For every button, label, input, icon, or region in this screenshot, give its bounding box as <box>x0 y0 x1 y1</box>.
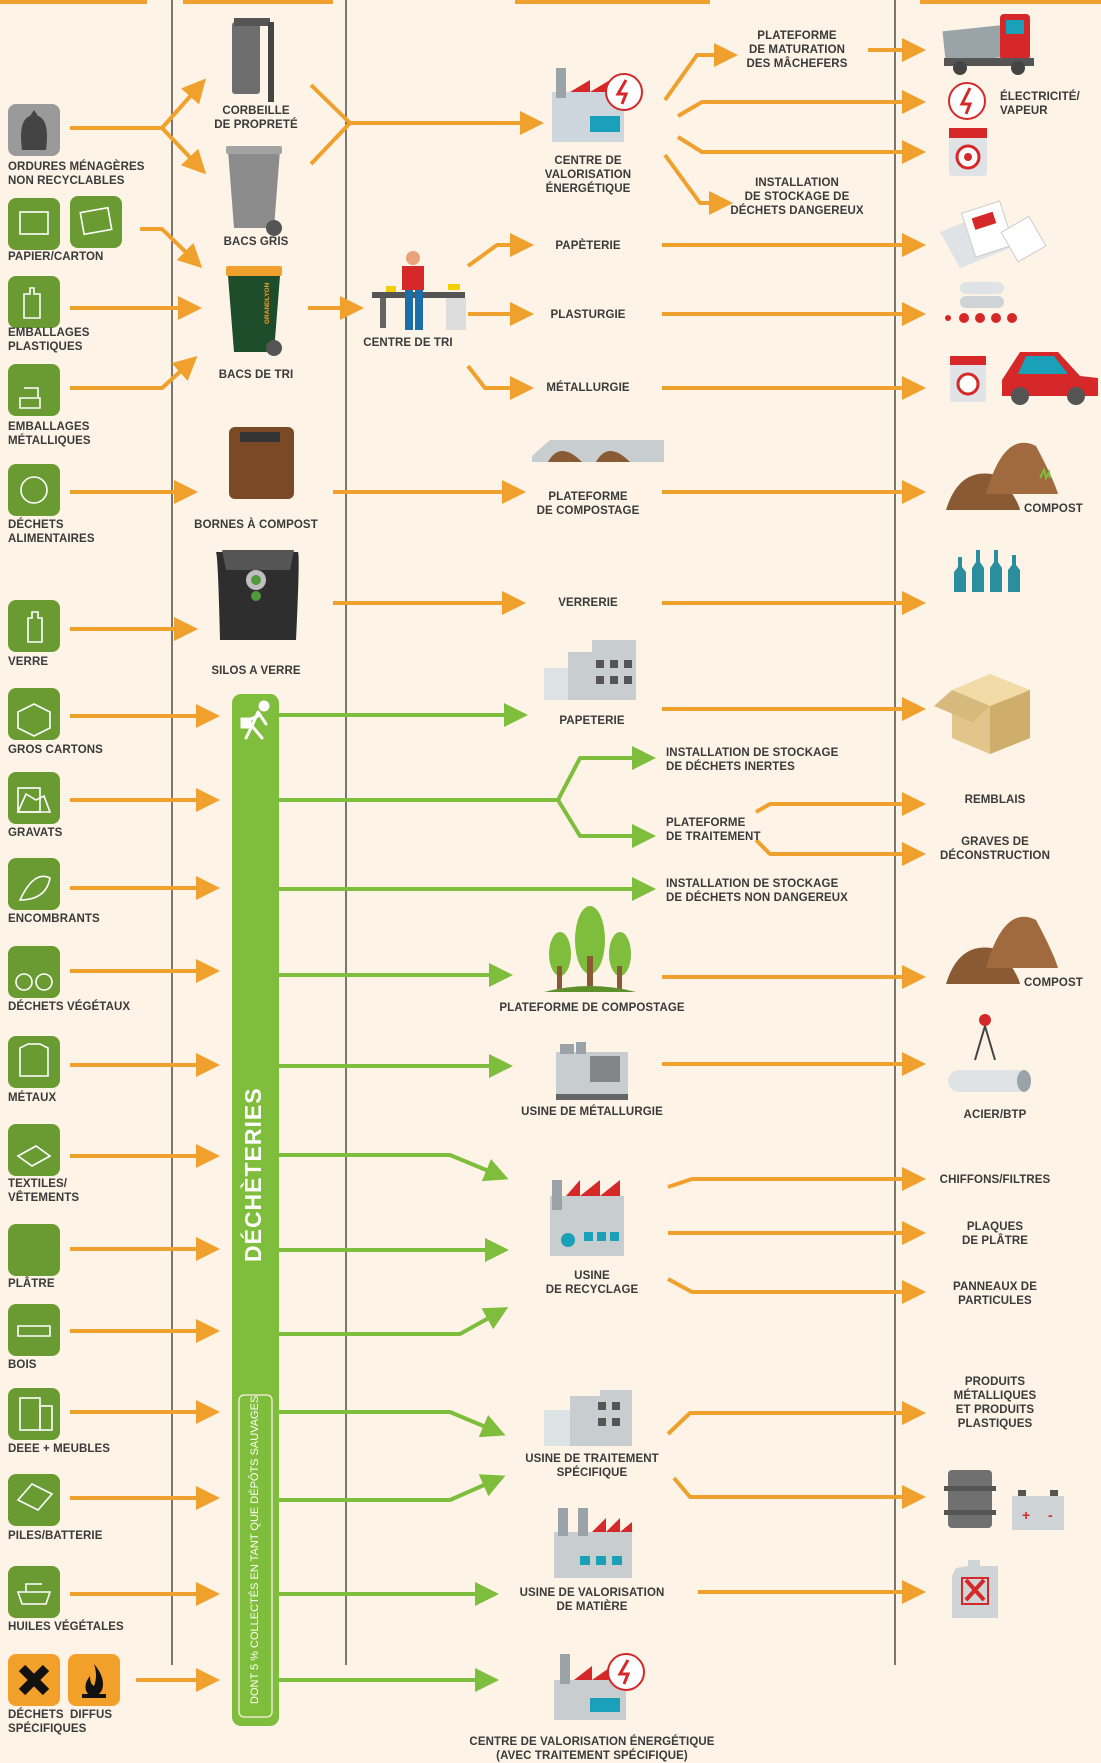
maturation-label: PLATEFORME DE MATURATION DES MÂCHEFERS <box>746 30 848 70</box>
flow-ordures-bacs-gris <box>162 128 202 170</box>
compostage-label: PLATEFORME DE COMPOSTAGE <box>536 491 640 517</box>
metallurgie-label: MÉTALLURGIE <box>546 382 630 394</box>
plateforme-traitement-label: PLATEFORME DE TRAITEMENT <box>666 817 761 843</box>
compostage2-label: PLATEFORME DE COMPOSTAGE <box>499 1002 685 1014</box>
source-label-vegetaux: DÉCHETS VÉGÉTAUX <box>8 1001 131 1013</box>
flow-ordures-corbeille <box>162 83 202 128</box>
usine-recyclage-icon <box>550 1180 624 1256</box>
source-label-ordures: ORDURES MÉNAGÈRES NON RECYCLABLES <box>8 161 145 187</box>
bac-gris-icon <box>226 146 282 236</box>
flow-valo-maturation <box>665 55 732 100</box>
flow-emb-metal <box>70 360 193 388</box>
source-label-deee: DEEE + MEUBLES <box>8 1443 111 1455</box>
source-label-emb-metal: EMBALLAGES MÉTALLIQUES <box>8 421 91 447</box>
flow-dech-specifique2 <box>279 1478 500 1500</box>
column-header-bars <box>0 0 1101 4</box>
column-separators <box>172 0 895 1665</box>
svg-text:+: + <box>1022 1507 1031 1523</box>
source-label-textiles: TEXTILES/ VÊTEMENTS <box>8 1178 80 1204</box>
source-label-emb-plastiques: EMBALLAGES PLASTIQUES <box>8 327 90 353</box>
decheteries-label: DÉCHÈTERIES <box>240 1087 266 1262</box>
corbeille-icon <box>232 18 274 102</box>
usine-metallurgie-icon <box>556 1042 628 1100</box>
compost-pile-2-icon <box>946 917 1058 984</box>
centre-valorisation-specifique-label: CENTRE DE VALORISATION ÉNERGÉTIQUE (AVEC TRAITEMENT SPÉCIFIQUE) <box>469 1736 715 1762</box>
produits-label: PRODUITS MÉTALLIQUES ET PRODUITS PLASTIQUES <box>953 1376 1037 1430</box>
flow-recyclage-chiffons <box>668 1179 920 1187</box>
remblais-label: REMBLAIS <box>964 794 1026 806</box>
trees-compostage-icon <box>544 906 636 992</box>
source-label-gravats: GRAVATS <box>8 827 63 839</box>
paper-products-icon <box>940 201 1046 268</box>
stockage-non-dangereux-label: INSTALLATION DE STOCKAGE DE DÉCHETS NON DANGEREUX <box>666 878 848 904</box>
electricite-label: ÉLECTRICITÉ/ VAPEUR <box>1000 91 1080 117</box>
plaques-label: PLAQUES DE PLÂTRE <box>961 1221 1029 1247</box>
depots-sauvages-label: DONT 5 % COLLECTÉS EN TANT QUE DÉPÔTS SAUVAGES <box>249 1395 261 1704</box>
source-label-platre: PLÂTRE <box>8 1278 55 1290</box>
usine-traitement-label: USINE DE TRAITEMENT SPÉCIFIQUE <box>525 1453 659 1479</box>
corbeille-label: CORBEILLE DE PROPRETÉ <box>214 105 298 131</box>
source-label-piles: PILES/BATTERIE <box>8 1530 103 1542</box>
centre-valorisation-specifique-icon <box>554 1654 644 1720</box>
flow-tri-metallurgie <box>468 366 528 388</box>
source-label-encombrants: ENCOMBRANTS <box>8 913 100 925</box>
compost2-label: COMPOST <box>1024 977 1083 989</box>
cardboard-box-icon <box>934 674 1030 754</box>
flow-valo-out3 <box>678 137 920 152</box>
usine-traitement-icon <box>544 1390 632 1446</box>
compost-label: COMPOST <box>1024 503 1083 515</box>
silos-verre-label: SILOS A VERRE <box>211 665 301 677</box>
electricity-icon <box>949 83 985 119</box>
flow-dech-inertes <box>558 758 650 800</box>
chiffons-label: CHIFFONS/FILTRES <box>939 1174 1051 1186</box>
stockage-dangereux-label: INSTALLATION DE STOCKAGE DE DÉCHETS DANGEREUX <box>730 177 864 217</box>
flow-valo-stockage <box>665 155 727 203</box>
centre-tri-icon <box>372 251 466 330</box>
bacs-gris-label: BACS GRIS <box>223 236 289 248</box>
source-label-gros-cartons: GROS CARTONS <box>8 744 103 756</box>
flow-papier <box>140 229 198 264</box>
bac-tri-icon <box>226 266 282 356</box>
flow-corbeille-merge <box>311 85 350 123</box>
flow-valo-electricite <box>678 102 920 116</box>
papeterie2-label: PAPETERIE <box>559 715 625 727</box>
compost-pile-icon <box>946 443 1058 510</box>
silo-verre-icon <box>216 550 299 640</box>
plastic-pellets-icon <box>945 282 1017 323</box>
truck-icon <box>942 14 1034 75</box>
papeterie-label: PAPÈTERIE <box>555 240 621 252</box>
acier-label: ACIER/BTP <box>963 1109 1027 1121</box>
bacs-tri-label: BACS DE TRI <box>218 369 294 381</box>
stockage-inertes-label: INSTALLATION DE STOCKAGE DE DÉCHETS INERTES <box>666 747 839 773</box>
svg-text:-: - <box>1048 1507 1053 1523</box>
panneaux-label: PANNEAUX DE PARTICULES <box>953 1281 1037 1307</box>
source-label-papier: PAPIER/CARTON <box>8 251 104 263</box>
source-label-diffus: DIFFUS <box>70 1709 113 1721</box>
graves-label: GRAVES DE DÉCONSTRUCTION <box>939 836 1051 862</box>
valorisation-energetique-label: CENTRE DE VALORISATION ÉNERGÉTIQUE <box>544 155 632 195</box>
barrel-battery-icon <box>944 1470 1064 1530</box>
usine-recyclage-label: USINE DE RECYCLAGE <box>545 1270 639 1296</box>
plasturgie-label: PLASTURGIE <box>550 309 626 321</box>
flow-dech-traitement <box>558 800 650 836</box>
verrerie-label: VERRERIE <box>558 597 618 609</box>
papeterie-building-icon <box>544 640 636 700</box>
plateforme-compostage-icon <box>532 440 664 462</box>
metal-products-icon <box>950 352 1098 405</box>
flow-tri-papeterie <box>468 245 528 266</box>
source-label-verre: VERRE <box>8 656 49 668</box>
centre-tri-label: CENTRE DE TRI <box>363 337 453 349</box>
flow-bacsgris-merge <box>311 123 350 164</box>
bornes-compost-label: BORNES À COMPOST <box>194 519 318 531</box>
flow-dech-recyclage1 <box>279 1155 503 1177</box>
flow-specifique-batteries <box>674 1478 920 1497</box>
source-label-metaux: MÉTAUX <box>8 1092 57 1104</box>
flow-dech-recyclage3 <box>279 1310 503 1334</box>
flow-specifique-produits <box>668 1413 920 1434</box>
source-label-bois: BOIS <box>8 1359 37 1371</box>
usine-valorisation-matiere-icon <box>554 1508 632 1578</box>
flow-dech-specifique1 <box>279 1412 500 1433</box>
glass-bottles-icon <box>954 550 1020 592</box>
source-label-specifiques: DÉCHETS SPÉCIFIQUES <box>8 1709 87 1735</box>
jerrycan-icon <box>952 1560 998 1618</box>
source-label-alimentaires: DÉCHETS ALIMENTAIRES <box>8 519 95 545</box>
steel-beam-icon <box>948 1014 1031 1092</box>
source-label-huiles: HUILES VÉGÉTALES <box>8 1621 124 1633</box>
washing-machine-icon <box>949 128 987 176</box>
usine-valorisation-matiere-label: USINE DE VALORISATION DE MATIÈRE <box>519 1587 665 1613</box>
bin-brand-label: GRANDLYON <box>264 282 271 324</box>
usine-metallurgie-label: USINE DE MÉTALLURGIE <box>521 1106 663 1118</box>
borne-compost-icon <box>229 427 294 499</box>
centre-valorisation-icon <box>552 68 642 142</box>
flow-recyclage-panneaux <box>668 1279 920 1292</box>
